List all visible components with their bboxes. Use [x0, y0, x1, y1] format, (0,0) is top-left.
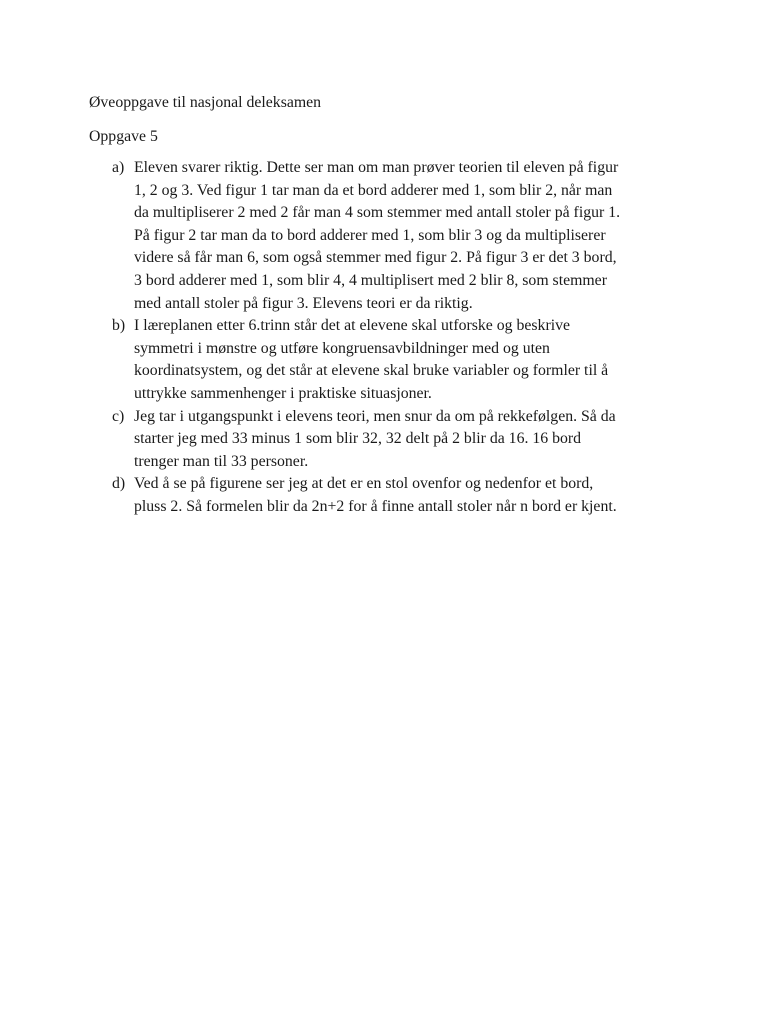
answer-text-d: Ved å se på figurene ser jeg at det er en stol ovenfor og nedenfor et bord, pluss 2. Så formelen blir da 2n+2 for å finne antall stoler når n bord er kjent.: [134, 475, 617, 515]
task-heading: Oppgave 5: [89, 128, 158, 145]
answer-text-c: Jeg tar i utgangspunkt i elevens teori, men snur da om på rekkefølgen. Så da starter jeg med 33 minus 1 som blir 32, 32 delt på 2 blir da 16. 16 bord trenger man til 33 personer.: [134, 407, 616, 470]
answer-item-b: [0, 315, 768, 405]
answer-text-b: I læreplanen etter 6.trinn står det at elevene skal utforske og beskrive symmetri i mønstre og utføre kongruensavbildninger med og uten koordinatsystem, og det står at elevene skal bruke variabler og formler til å uttrykke sammenhenger i praktiske situasjoner.: [134, 317, 609, 402]
answer-letter-a: a): [112, 159, 125, 176]
answer-item-d: [0, 473, 768, 518]
answer-item-c: [0, 406, 768, 474]
answer-letter-d: d): [112, 475, 126, 493]
answer-letter-b: b): [112, 317, 126, 335]
answer-item-a: [0, 157, 768, 315]
answer-text-a: Eleven svarer riktig. Dette ser man om man prøver teorien til eleven på figur 1, 2 og 3. Ved figur 1 tar man da et bord adderer med 1, som blir 2, når man da multipliserer 2 med 2 får man 4 som stemmer med antall stoler på figur 1. På figur 2 tar man da to bord adderer med 1, som blir 3 og da multipliserer videre så får man 6, som også stemmer med figur 2. På figur 3 er det 3 bord, 3 bord adderer med 1, som blir 4, 4 multiplisert med 2 blir 8, som stemmer med antall stoler på figur 3. Elevens teori er da riktig.: [134, 159, 621, 312]
document-title: Øveoppgave til nasjonal deleksamen: [89, 94, 322, 111]
answer-letter-c: c): [112, 407, 125, 425]
answer-list: [0, 157, 768, 519]
